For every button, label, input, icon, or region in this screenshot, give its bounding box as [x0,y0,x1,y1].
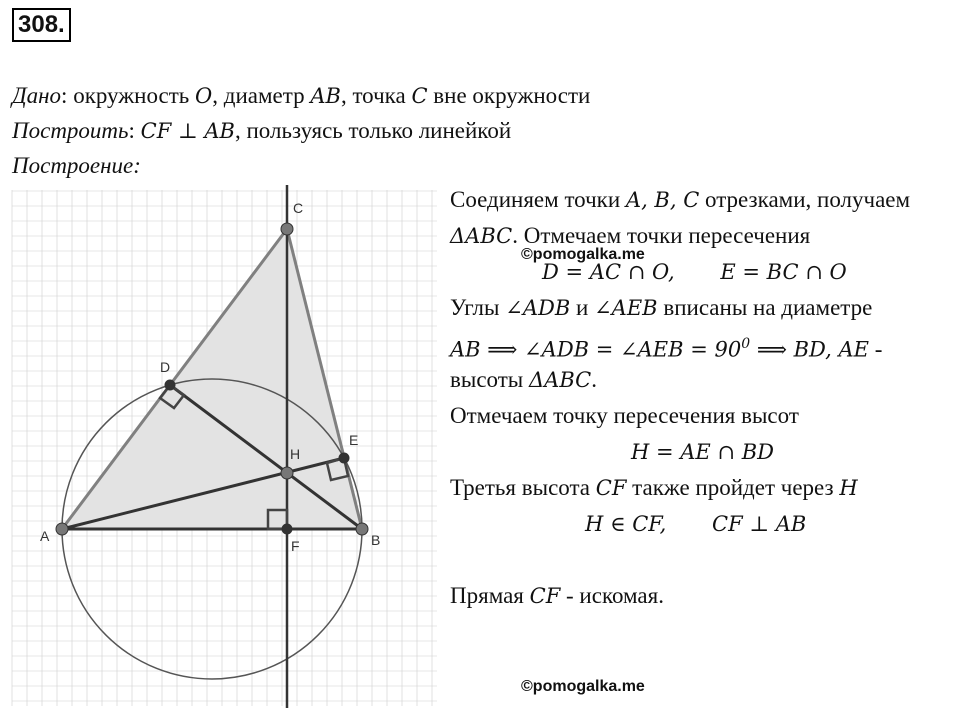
expl-line-4 [450,294,872,322]
construct-label: Построить [12,118,129,143]
expl-line-5 [450,330,882,364]
given-sep: : [61,83,74,108]
expl-1-text: Соединяем точки [450,187,626,212]
expl-1-math: A, B, C [625,188,700,212]
expl-2-text: . Отмечаем точки пересечения [512,223,811,248]
expl-11-math: CF [529,584,561,608]
expl-line-11 [450,582,664,610]
expl-5-math: AB ⟹ ∠ADB = ∠AEB = 90 [450,337,742,362]
expl-4-text-1: Углы [450,295,506,320]
expl-3-math-1: D = AC ∩ O, [542,260,675,284]
point-a [56,523,68,535]
expl-4-text-3: вписаны на диаметре [657,295,873,320]
construct-text: , пользуясь только линейкой [235,118,512,143]
expl-4-math-2: ∠AEB [594,296,658,320]
expl-line-9 [450,474,858,502]
expl-9-text-2: также пройдет через [626,475,840,500]
given-line [12,82,590,110]
construction-label: Построение: [12,153,141,178]
expl-line-6 [450,366,597,394]
expl-9-math-2: H [839,476,858,500]
point-b [356,523,368,535]
given-text-3: , точка [340,83,412,108]
expl-4-text-2: и [570,295,595,320]
expl-1-text-2: отрезками, получаем [699,187,911,212]
construct-sep: : [128,118,141,143]
expl-5-sup: 0 [741,336,751,352]
label-c: C [293,200,304,216]
expl-10-math-2: CF ⊥ AB [712,512,807,536]
figure-svg [0,180,440,721]
point-f [282,524,292,534]
label-h: H [290,446,301,462]
expl-line-7: Отмечаем точку пересечения высот [450,403,799,428]
expl-8-math: H = AE ∩ BD [631,440,774,464]
expl-9-math-1: CF [595,476,627,500]
given-text-2: , диаметр [212,83,311,108]
given-text-4: вне окружности [427,83,591,108]
expl-line-8 [450,438,955,466]
expl-5-math-2: ⟹ BD, AE [750,337,869,362]
given-diameter-symbol: AB [310,84,341,108]
given-text-1: окружность [73,83,196,108]
given-label: Дано [12,83,62,108]
given-point-symbol: C [411,84,428,108]
expl-9-text-1: Третья высота [450,475,596,500]
label-f: F [291,538,300,554]
construct-formula: CF ⊥ AB [140,119,235,143]
expl-11-text-2: - искомая. [560,583,664,608]
watermark-bottom: ©pomogalka.me [521,678,645,695]
label-b: B [371,532,381,548]
point-c [281,223,293,235]
expl-4-math-1: ∠ADB [505,296,571,320]
construct-line [12,117,511,145]
label-d: D [160,359,171,375]
expl-11-text-1: Прямая [450,583,530,608]
problem-number: 308. [12,8,71,42]
expl-line-10 [585,510,806,538]
point-d [165,380,175,390]
expl-6-dot: . [591,367,597,392]
label-a: A [40,528,50,544]
expl-6-math: ΔABC [528,368,592,392]
expl-2-math: ΔABC [450,224,513,248]
expl-line-1 [450,186,910,214]
label-e: E [349,432,359,448]
point-h [281,467,293,479]
expl-3-math-2: E = BC ∩ O [720,260,847,284]
expl-6-text: высоты [450,367,529,392]
point-e [339,453,349,463]
watermark-top: ©pomogalka.me [521,246,645,263]
expl-10-math-1: H ∈ CF, [585,512,667,536]
construction-figure [0,180,440,721]
expl-5-text: - [868,336,883,362]
given-circle-symbol: O [195,84,213,108]
